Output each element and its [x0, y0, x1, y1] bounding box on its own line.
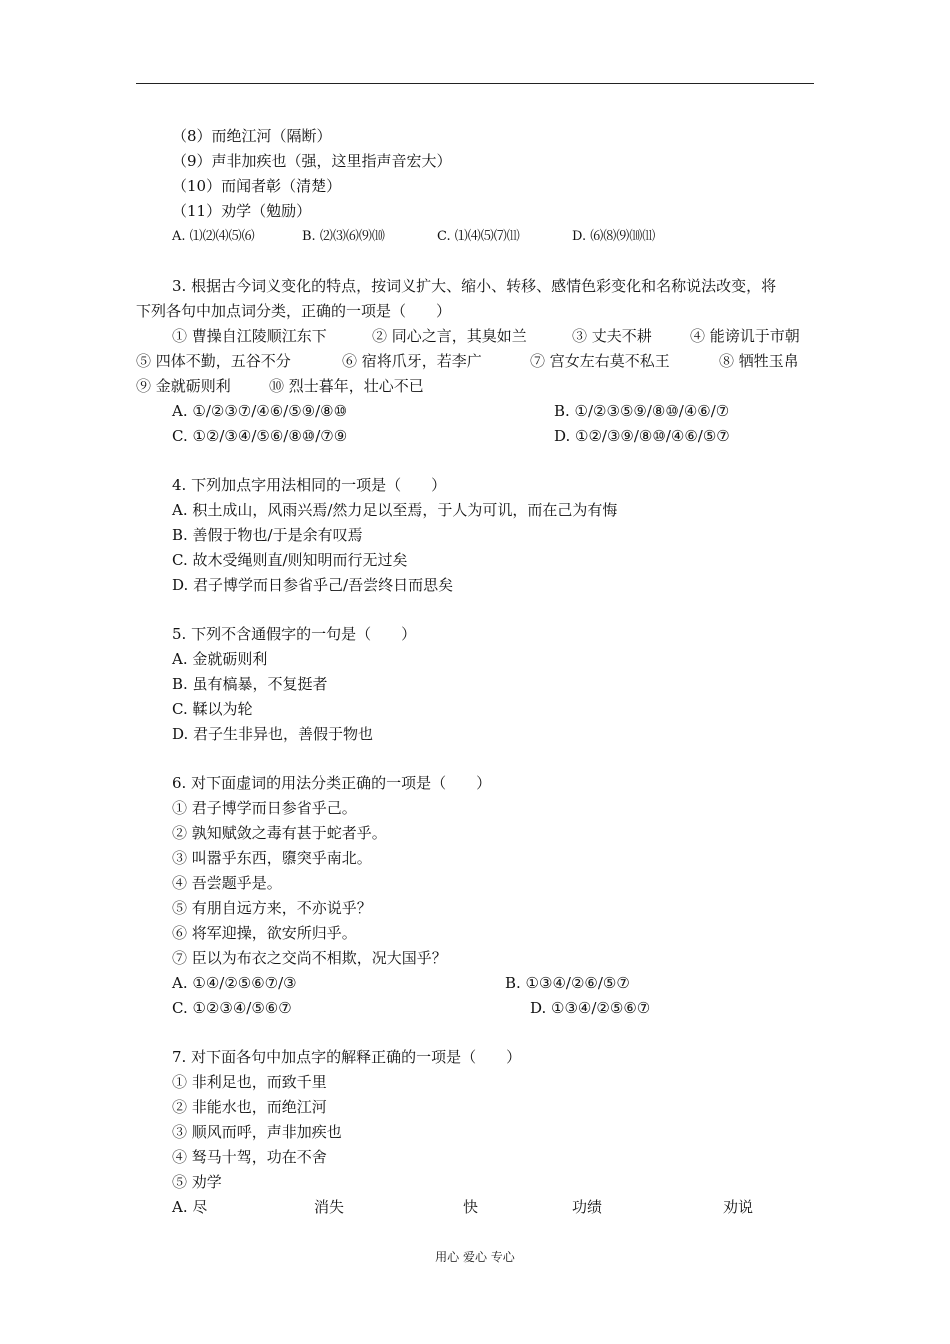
q2-option-a: A. ⑴⑵⑷⑸⑹: [172, 229, 255, 244]
q3-option-d: D. ①②/③⑨/⑧⑩/④⑥/⑤⑦: [554, 427, 730, 445]
page-footer: 用心 爱心 专心: [435, 1250, 515, 1264]
q6-item-1: ① 君子博学而日参省乎己。: [172, 799, 357, 817]
q6-item-3: ③ 叫嚣乎东西，隳突乎南北。: [172, 849, 372, 867]
q3-item-1: ① 曹操自江陵顺江东下: [172, 327, 327, 345]
q7-option-a-col3: 快: [463, 1198, 479, 1216]
q3-item-9: ⑨ 金就砺则利: [136, 377, 231, 395]
q5-option-b: B. 虽有槁暴，不复挺者: [172, 675, 328, 693]
q5-option-c: C. 鞣以为轮: [172, 700, 253, 718]
q3-item-7: ⑦ 宫女左右莫不私王: [530, 352, 670, 370]
q4-option-b: B. 善假于物也/于是余有叹焉: [172, 526, 363, 544]
q7-item-2: ② 非能水也，而绝江河: [172, 1098, 327, 1116]
q3-option-b: B. ①/②③⑤⑨/⑧⑩/④⑥/⑦: [554, 402, 730, 420]
q6-item-7: ⑦ 臣以为布衣之交尚不相欺，况大国乎？: [172, 949, 447, 967]
q3-item-3: ③ 丈夫不耕: [572, 327, 652, 345]
q7-option-a-col1: A. 尽: [172, 1198, 208, 1216]
q7-item-3: ③ 顺风而呼，声非加疾也: [172, 1123, 342, 1141]
q3-item-4: ④ 能谤讥于市朝: [690, 327, 800, 345]
q2-item-9: （9）声非加疾也（强，这里指声音宏大）: [172, 152, 452, 170]
q5-option-d: D. 君子生非异也，善假于物也: [172, 725, 374, 743]
q7-option-a-col5: 劝说: [723, 1198, 754, 1216]
q3-stem-line2: 下列各句中加点词分类，正确的一项是（ ）: [136, 302, 452, 320]
q2-option-d: D. ⑹⑻⑼⑽⑾: [572, 229, 656, 244]
q6-item-6: ⑥ 将军迎操，欲安所归乎。: [172, 924, 357, 942]
q6-option-b: B. ①③④/②⑥/⑤⑦: [505, 974, 630, 992]
q3-option-c: C. ①②/③④/⑤⑥/⑧⑩/⑦⑨: [172, 427, 348, 445]
q2-option-c: C. ⑴⑷⑸⑺⑾: [437, 229, 520, 244]
q6-stem: 6. 对下面虚词的用法分类正确的一项是（ ）: [172, 774, 492, 792]
q6-item-5: ⑤ 有朋自远方来，不亦说乎？: [172, 899, 372, 917]
q3-option-a: A. ①/②③⑦/④⑥/⑤⑨/⑧⑩: [172, 402, 348, 420]
q6-option-d: D. ①③④/②⑤⑥⑦: [530, 999, 651, 1017]
q6-item-2: ② 孰知赋敛之毒有甚于蛇者乎。: [172, 824, 387, 842]
q6-option-c: C. ①②③④/⑤⑥⑦: [172, 999, 292, 1017]
q6-item-4: ④ 吾尝题乎是。: [172, 874, 282, 892]
q2-option-b: B. ⑵⑶⑹⑼⑽: [302, 229, 385, 244]
q7-item-5: ⑤ 劝学: [172, 1173, 222, 1191]
q7-item-4: ④ 驽马十驾，功在不舍: [172, 1148, 327, 1166]
q3-item-6: ⑥ 宿将爪牙，若李广: [342, 352, 482, 370]
q2-item-11: （11）劝学（勉励）: [172, 202, 312, 220]
q7-option-a-col4: 功绩: [572, 1198, 603, 1216]
header-rule: [136, 83, 814, 84]
q4-option-c: C. 故木受绳则直/则知明而行无过矣: [172, 551, 408, 569]
q7-option-a-col2: 消失: [314, 1198, 345, 1216]
q5-stem: 5. 下列不含通假字的一句是（ ）: [172, 625, 417, 643]
q7-stem: 7. 对下面各句中加点字的解释正确的一项是（ ）: [172, 1048, 522, 1066]
q3-item-5: ⑤ 四体不勤，五谷不分: [136, 352, 291, 370]
q3-item-8: ⑧ 牺牲玉帛: [719, 352, 799, 370]
q7-item-1: ① 非利足也，而致千里: [172, 1073, 327, 1091]
q4-option-d: D. 君子博学而日参省乎己/吾尝终日而思矣: [172, 576, 454, 594]
q4-stem: 4. 下列加点字用法相同的一项是（ ）: [172, 476, 447, 494]
q2-item-10: （10）而闻者彰（清楚）: [172, 177, 342, 195]
q5-option-a: A. 金就砺则利: [172, 650, 268, 668]
q4-option-a: A. 积土成山，风雨兴焉/然力足以至焉，于人为可讥，而在己为有悔: [172, 501, 618, 519]
q6-option-a: A. ①④/②⑤⑥⑦/③: [172, 974, 297, 992]
q3-item-2: ② 同心之言，其臭如兰: [372, 327, 527, 345]
q2-item-8: （8）而绝江河（隔断）: [172, 127, 332, 145]
q3-item-10: ⑩ 烈士暮年，壮心不已: [269, 377, 424, 395]
q3-stem-line1: 3. 根据古今词义变化的特点，按词义扩大、缩小、转移、感情色彩变化和名称说法改变，将: [172, 277, 777, 295]
